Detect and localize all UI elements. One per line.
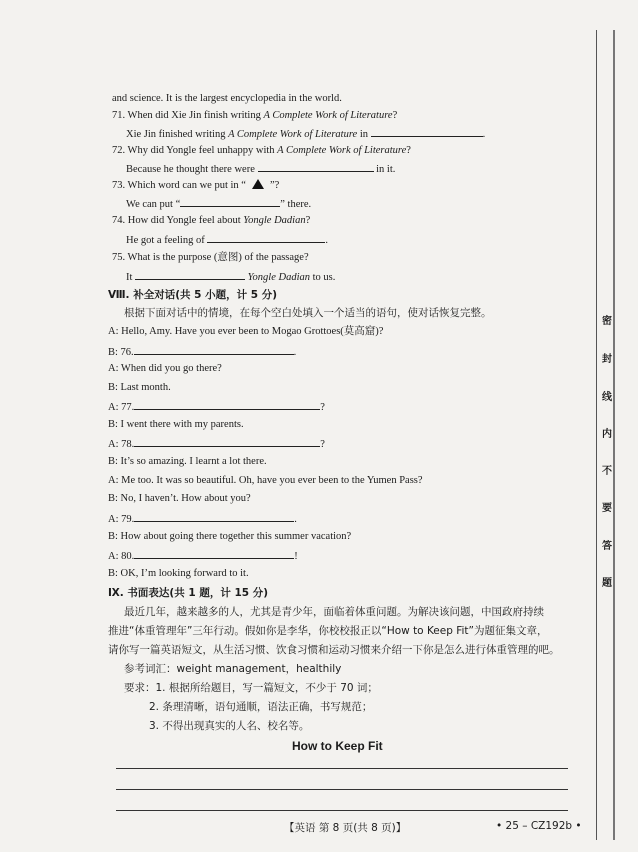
question-72: 72. Why did Yongle feel unhappy with A Complete Work of Literature? (112, 145, 411, 156)
dialogue-line: B: How about going there together this summer vacation? (108, 531, 352, 542)
answer-blank-71[interactable] (371, 126, 483, 137)
writing-line[interactable] (116, 810, 568, 811)
dialogue-line-78: A: 78. ? (108, 436, 325, 452)
page-footer-center: 【英语 第 8 页(共 8 页)】 (284, 822, 407, 834)
page-footer-code: • 25 – CZ192b • (496, 820, 582, 832)
answer-blank-78[interactable] (134, 436, 320, 447)
dialogue-line-76: B: 76. . (108, 344, 296, 360)
dialogue-line: B: Last month. (108, 382, 171, 393)
passage-tail: and science. It is the largest encyclopedia in the world. (112, 93, 342, 104)
answer-blank-80[interactable] (134, 548, 294, 559)
question-75: 75. What is the purpose (意图) of the passage? (112, 252, 309, 263)
answer-blank-73[interactable] (180, 196, 280, 207)
requirement-3: 3. 不得出现真实的人名、校名等。 (149, 720, 310, 732)
section-9-heading: Ⅸ. 书面表达(共 1 题，计 15 分) (108, 587, 269, 599)
seal-char: 题 (602, 578, 612, 589)
essay-title: How to Keep Fit (292, 739, 383, 753)
seal-char: 不 (602, 466, 612, 477)
seal-char: 密 (602, 316, 612, 327)
seal-char: 内 (602, 429, 612, 440)
dialogue-line: B: I went there with my parents. (108, 419, 244, 430)
triangle-marker-icon (252, 179, 264, 189)
answer-blank-77[interactable] (134, 399, 320, 410)
seal-char: 线 (602, 392, 612, 403)
question-73: 73. Which word can we put in “ ”? (112, 180, 280, 191)
dialogue-line: A: Me too. It was so beautiful. Oh, have you ever been to the Yumen Pass? (108, 475, 423, 486)
answer-71: Xie Jin finished writing A Complete Work of Literature in . (126, 126, 485, 142)
writing-prompt-line: 推进“体重管理年”三年行动。假如你是李华，你校校报正以“How to Keep Fit”为题征集文章， (108, 625, 548, 637)
writing-line[interactable] (116, 768, 568, 769)
seal-char: 答 (602, 541, 612, 552)
dialogue-line: A: When did you go there? (108, 363, 222, 374)
answer-blank-72[interactable] (258, 161, 374, 172)
answer-blank-76[interactable] (134, 344, 294, 355)
writing-prompt-line: 请你写一篇英语短文，从生活习惯、饮食习惯和运动习惯来介绍一下你是怎么进行体重管理的吧。 (108, 644, 560, 656)
question-74: 74. How did Yongle feel about Yongle Dadian? (112, 215, 311, 226)
binding-line (596, 30, 597, 840)
answer-blank-75[interactable] (135, 269, 245, 280)
question-71: 71. When did Xie Jin finish writing A Complete Work of Literature? (112, 110, 398, 121)
answer-75: It Yongle Dadian to us. (126, 269, 335, 285)
vocabulary-hint: 参考词汇：weight management，healthily (124, 663, 342, 675)
dialogue-line: A: Hello, Amy. Have you ever been to Mogao Grottoes(莫高窟)? (108, 326, 384, 337)
answer-72: Because he thought there were in it. (126, 161, 395, 177)
seal-char: 封 (602, 354, 612, 365)
answer-73: We can put “ ” there. (126, 196, 311, 212)
seal-char: 要 (602, 503, 612, 514)
requirement-2: 2. 条理清晰，语句通顺，语法正确，书写规范； (149, 701, 373, 713)
section-8-instruction: 根据下面对话中的情境，在每个空白处填入一个适当的语句，使对话恢复完整。 (124, 307, 492, 319)
dialogue-line-79: A: 79. . (108, 511, 297, 527)
answer-blank-79[interactable] (134, 511, 294, 522)
requirement-1: 要求：1. 根据所给题目，写一篇短文，不少于 70 词； (124, 682, 378, 694)
dialogue-line: B: OK, I’m looking forward to it. (108, 568, 249, 579)
writing-prompt-line: 最近几年，越来越多的人，尤其是青少年，面临着体重问题。为解决该问题，中国政府持续 (124, 606, 544, 618)
writing-line[interactable] (116, 789, 568, 790)
section-8-heading: Ⅷ. 补全对话(共 5 小题，计 5 分) (108, 289, 278, 301)
dialogue-line-80: A: 80. ! (108, 548, 298, 564)
dialogue-line-77: A: 77. ? (108, 399, 325, 415)
answer-74: He got a feeling of . (126, 232, 328, 248)
dialogue-line: B: No, I haven’t. How about you? (108, 493, 251, 504)
dialogue-line: B: It’s so amazing. I learnt a lot there. (108, 456, 267, 467)
answer-blank-74[interactable] (207, 232, 325, 243)
